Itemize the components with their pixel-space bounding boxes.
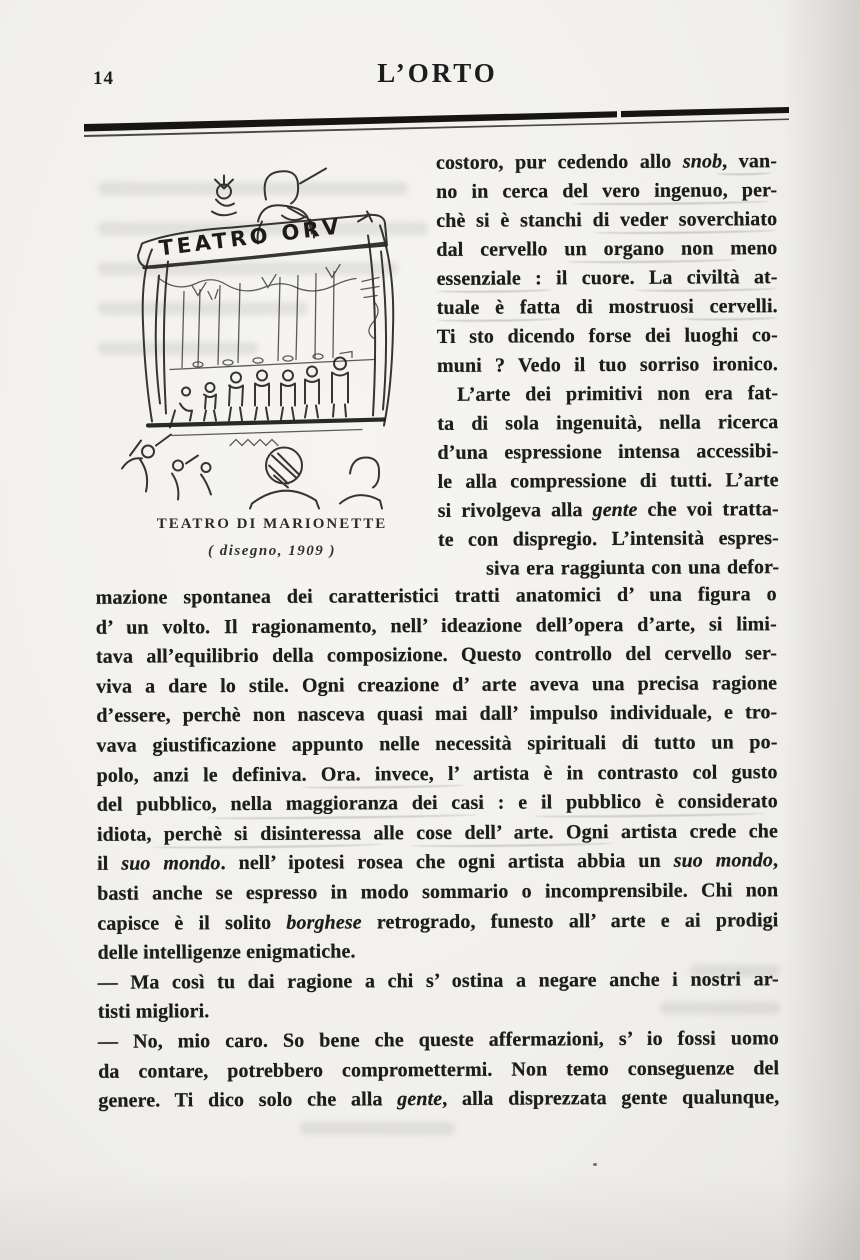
text-line: tisti migliori. xyxy=(97,1000,210,1024)
text-line: tuale è fatta di mostruosi cervelli. xyxy=(437,292,778,323)
text-line: no in cerca del vero ingenuo, per- xyxy=(436,176,777,207)
text-line: tava all’equilibrio della composizione. Questo controllo del cervello ser- xyxy=(95,642,778,668)
text-line: polo, anzi le definiva. Ora. invece, l’ artista è in contrasto col gusto xyxy=(97,758,778,791)
text-line: — Ma così tu dai ragione a chi s’ ostina a negare anche i nostri ar- xyxy=(97,967,779,994)
text-line: le alla compressione di tutti. L’arte xyxy=(437,469,779,493)
text-line: viva a dare lo stile. Ogni creazione d’ arte aveva una precisa ragione xyxy=(96,672,778,698)
text-line: mazione spontanea dei caratteristici tratti anatomici d’ una figura o xyxy=(95,583,777,609)
text-line: dal cervello un organo non meno xyxy=(436,234,777,265)
text-line: d’ un volto. Il ragionamento, nell’ ideazione dell’opera d’arte, si limi- xyxy=(95,612,777,639)
ink-speck xyxy=(593,1163,597,1166)
text-line: — No, mio caro. So bene che queste affermazioni, s’ io fossi uomo xyxy=(97,1027,780,1053)
text-line: ta di sola ingenuità, nella ricerca xyxy=(437,411,779,435)
text-line: d’una espressione intensa accessibi- xyxy=(437,440,779,464)
page-number: 14 xyxy=(93,68,114,89)
text-line: capisce è il solito borghese retrogrado, funesto all’ arte e ai prodigi xyxy=(97,908,779,935)
text-line: te con dispregio. L’intensità espres- xyxy=(437,527,779,551)
full-width-text-column xyxy=(96,580,780,1116)
pencil-underline-mark xyxy=(437,287,553,293)
text-line: L’arte dei primitivi non era fat- xyxy=(457,382,779,406)
figure-caption-title: TEATRO DI MARIONETTE xyxy=(156,516,388,532)
text-line: idiota, perchè si disinteressa alle cose dell’ arte. Ogni artista crede che xyxy=(97,817,778,850)
text-line: siva era raggiunta con una defor- xyxy=(486,556,780,580)
text-line: genere. Ti dico solo che alla gente, alla disprezzata gente qualunque, xyxy=(98,1086,780,1112)
text-line: del pubblico, nella maggioranza dei casi : e il pubblico è considerato xyxy=(97,787,778,820)
text-line: chè si è stanchi di veder soverchiato xyxy=(436,205,777,236)
text-line: vava giustificazione appunto nelle necessità spirituali di tutto un po- xyxy=(96,731,778,757)
text-line: costoro, pur cedendo allo snob, van- xyxy=(435,150,777,174)
bleedthrough-ghost xyxy=(300,1122,455,1135)
text-line: d’essere, perchè non nasceva quasi mai dall’ impulso individuale, e tro- xyxy=(96,701,778,728)
text-line: si rivolgeva alla gente che voi tratta- xyxy=(437,498,779,522)
text-line: essenziale : il cuore. La civiltà at- xyxy=(436,263,777,294)
page-title: L’ORTO xyxy=(377,58,498,88)
text-line: muni ? Vedo il tuo sorriso ironico. xyxy=(436,353,779,377)
pencil-underline-mark xyxy=(682,315,778,321)
text-line: delle intelligenze enigmatiche. xyxy=(97,940,356,964)
text-line: basti anche se espresso in modo sommario o incomprensibile. Chi non xyxy=(97,879,779,905)
banner-text: TEATRO ORV xyxy=(157,214,344,261)
header-rule xyxy=(84,104,792,142)
text-line: da contare, potrebbero compromettermi. Non temo conseguenze del xyxy=(98,1056,780,1083)
marionette-theater-figure xyxy=(112,162,432,510)
pencil-underline-mark xyxy=(716,170,771,176)
right-text-column xyxy=(436,147,779,584)
text-line: il suo mondo. nell’ ipotesi rosea che ogni artista abbia un suo mondo, xyxy=(97,849,779,876)
marionette-theater-sketch xyxy=(112,162,432,510)
text-line: Ti sto dicendo forse dei luoghi co- xyxy=(436,324,778,348)
figure-caption-subtitle: ( disegno, 1909 ) xyxy=(208,543,336,559)
